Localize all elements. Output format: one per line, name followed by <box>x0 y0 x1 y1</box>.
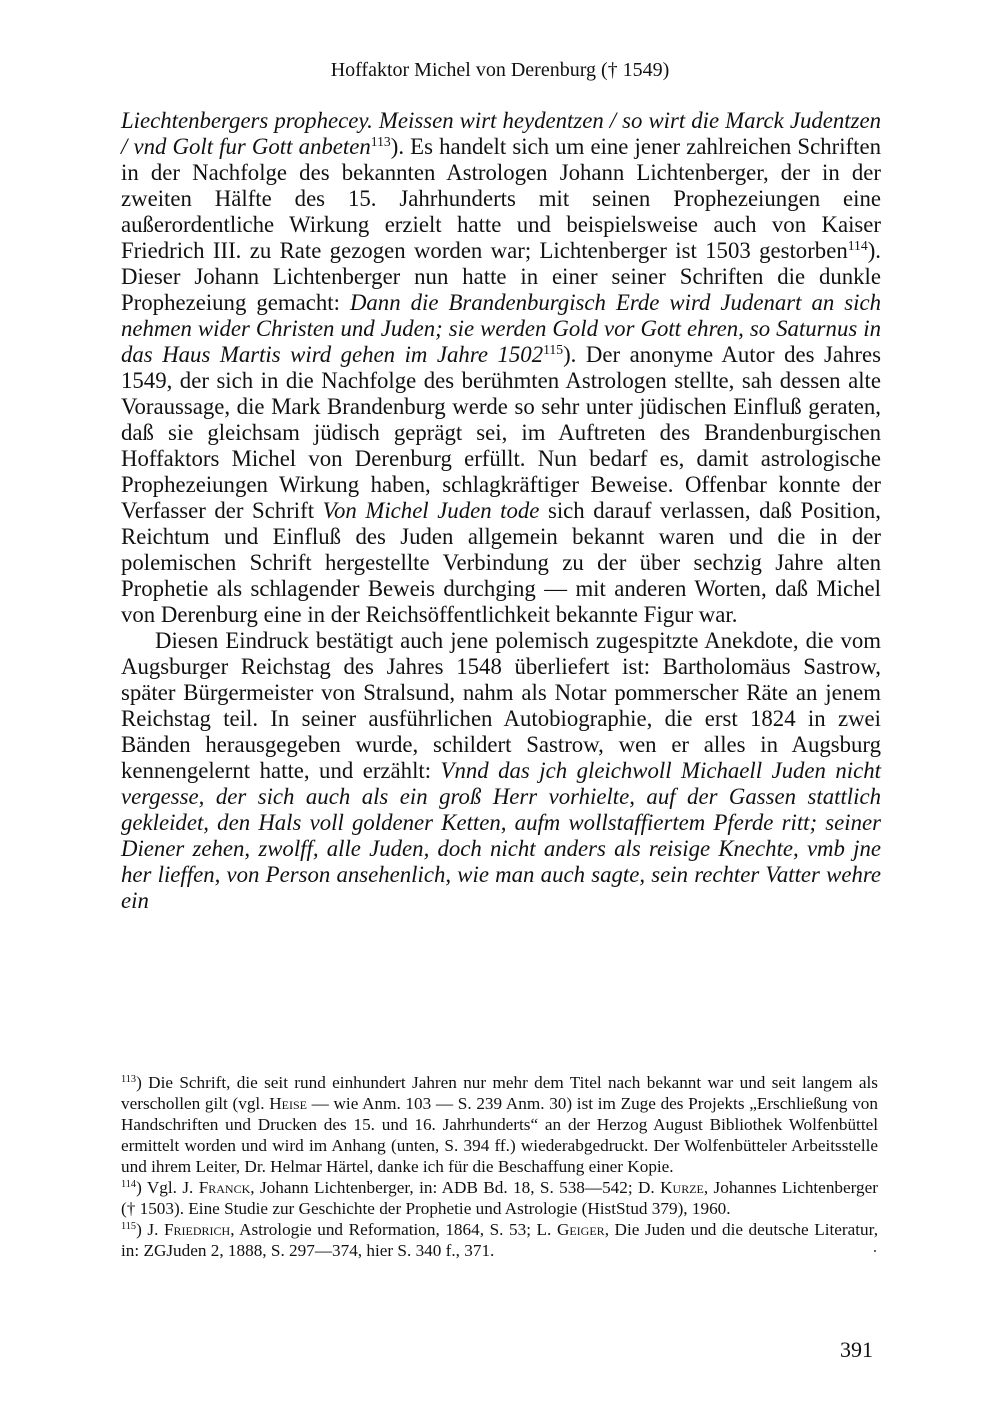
footnotes <box>121 1072 878 1261</box>
paragraph-1-text-d: sich darauf verlassen, daß Position, Reichtum und Einfluß des Juden allgemein bekannt waren und die in der polemischen Schrift hergestellte Verbindung zu der über sechzig Jahre alten Prophetie als schlagender Beweis durchging — mit anderen Worten, daß Michel von Derenburg eine in der Reichsöffentlichkeit bekannte Figur war. <box>121 498 881 627</box>
paragraph-1 <box>121 108 881 628</box>
footnote-number: 115 <box>121 1221 137 1233</box>
author-name: Kurze <box>660 1178 704 1197</box>
paragraph-2 <box>121 628 881 914</box>
footnote-114 <box>121 1177 878 1219</box>
quote-sastrow: Vnnd das jch gleichwoll Michaell Juden nicht vergesse, der sich auch als ein groß Herr vorhielte, auf der Gassen stattlich gekleidet, den Hals voll goldener Ketten, aufm wollstaffiertem Pferde ritt; seiner Diener zehen, zwolff, alle Juden, doch nicht anders als reisige Knechte, vmb jne her lieffen, von Person ansehenlich, wie man auch sagte, sein rechter Vatter wehre ein <box>121 758 881 913</box>
footnote-number: 113 <box>121 1074 137 1086</box>
author-name: Heise <box>269 1094 307 1113</box>
footnote-text: , Die Juden und die deutsche Literatur, in: ZGJuden 2, 1888, S. 297—374, hier S. 340 f., 371. <box>121 1220 878 1260</box>
footnote-ref-115: 115 <box>543 342 564 358</box>
footnote-ref-114: 114 <box>847 238 868 254</box>
footnote-text: — wie Anm. 103 — S. 239 Anm. 30) ist im Zuge des Projekts „Erschließung von Handschriften und Drucken des 15. und 16. Jahrhunderts“ an der Herzog August Bibliothek Wolfenbüttel ermittelt worden und wird im Anhang (unten, S. 394 ff.) wiederabgedruckt. Der Wolfenbütteler Arbeitsstelle und ihrem Leiter, Dr. Helmar Härtel, danke ich für die Beschaffung einer Kopie. <box>121 1094 878 1176</box>
quote-lichtenberger-prophecey: Liechtenbergers prophecey. Meissen wirt heydentzen / so wirt die Marck Judentzen / vnd Golt fur Gott anbeten <box>121 108 881 159</box>
footnote-text: ) J. <box>136 1220 164 1239</box>
main-text <box>121 108 881 914</box>
footnote-115 <box>121 1219 878 1261</box>
page-number: 391 <box>840 1337 873 1362</box>
stray-dot <box>874 1250 876 1252</box>
footnote-number: 114 <box>121 1179 137 1191</box>
author-name: Friedrich <box>163 1220 231 1239</box>
footnote-text: , Astrologie und Reformation, 1864, S. 53; L. <box>230 1220 557 1239</box>
running-title: Hoffaktor Michel von Derenburg († 1549) <box>330 59 670 81</box>
footnote-text: , Johannes Lichtenberger († 1503). Eine Studie zur Geschichte der Prophetie und Astrologie (HistStud 379), 1960. <box>121 1178 878 1218</box>
paragraph-1-text-b: ). Dieser Johann Lichtenberger nun hatte in einer seiner Schriften die dunkle Prophezeiung gemacht: <box>121 238 881 315</box>
footnote-text: ) Die Schrift, die seit rund einhundert Jahren nur mehr dem Titel nach bekannt war und seit langem als verschollen gilt (vgl. <box>121 1073 878 1113</box>
quote-brandenburg-prophecy: Dann die Brandenburgisch Erde wird Judenart an sich nehmen wider Christen und Juden; sie werden Gold vor Gott ehren, so Saturnus in das Haus Martis wird gehen im Jahre 1502 <box>121 290 881 367</box>
title-von-michel-juden-tode: Von Michel Juden tode <box>322 498 540 523</box>
running-header <box>0 58 1000 82</box>
paragraph-1-text-c: ). Der anonyme Autor des Jahres 1549, der sich in die Nachfolge des berühmten Astrologen stellte, sah dessen alte Voraussage, die Mark Brandenburg werde so sehr unter jüdischen Einfluß geraten, daß sie gleichsam jüdisch geprägt sei, im Auftreten des Brandenburgischen Hoffaktors Michel von Derenburg erfüllt. Nun bedarf es, damit astrologische Prophezeiungen Wirkung haben, schlagkräftiger Beweise. Offenbar konnte der Verfasser der Schrift <box>121 342 881 523</box>
footnote-113 <box>121 1072 878 1177</box>
footnote-text: ) Vgl. J. <box>136 1178 199 1197</box>
author-name: Geiger <box>556 1220 605 1239</box>
author-name: Franck <box>198 1178 251 1197</box>
footnote-text: , Johann Lichtenberger, in: ADB Bd. 18, S. 538—542; D. <box>250 1178 661 1197</box>
paragraph-1-text-a: ). Es handelt sich um eine jener zahlreichen Schriften in der Nachfolge des bekannten Astrologen Johann Lichtenberger, der in der zweiten Hälfte des 15. Jahrhunderts mit seinen Prophezeiungen eine außerordentliche Wirkung erzielt hatte und beispielsweise auch von Kaiser Friedrich III. zu Rate gezogen worden war; Lichtenberger ist 1503 gestorben <box>121 134 881 263</box>
footnote-ref-113: 113 <box>370 134 391 150</box>
paragraph-2-text: Diesen Eindruck bestätigt auch jene polemisch zugespitzte Anekdote, die vom Augsburger Reichstag des Jahres 1548 überliefert ist: Bartholomäus Sastrow, später Bürgermeister von Stralsund, nahm als Notar pommerscher Räte an jenem Reichstag teil. In seiner ausführlichen Autobiographie, die erst 1824 in zwei Bänden herausgegeben wurde, schildert Sastrow, wen er alles in Augsburg kennengelernt hatte, und erzählt: <box>121 628 881 783</box>
